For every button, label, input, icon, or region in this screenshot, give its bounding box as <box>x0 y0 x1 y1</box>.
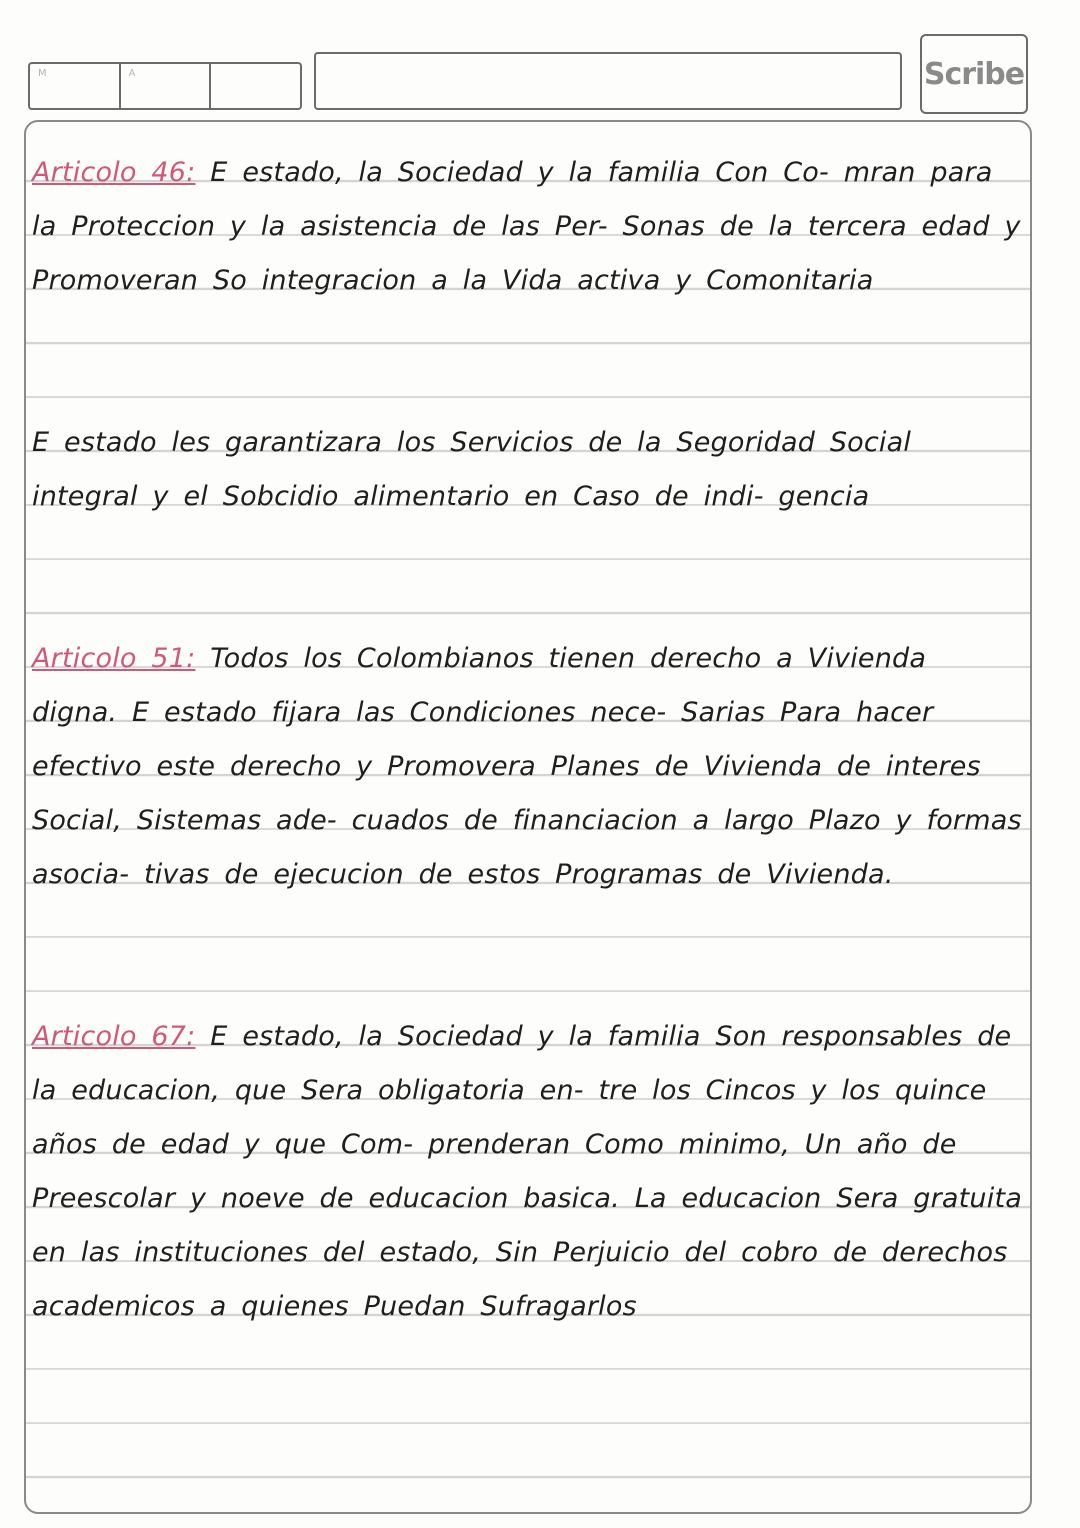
notebook-page <box>24 120 1032 1514</box>
brand-logo: Scribe <box>920 34 1028 114</box>
article-51 <box>32 632 1026 902</box>
article-67 <box>32 1010 1026 1334</box>
date-box <box>28 62 302 110</box>
article-46-continued <box>32 416 1026 524</box>
article-heading: Articolo 67: <box>32 1021 196 1052</box>
article-text: E estado, la Sociedad y la familia Son responsables de la educacion, que Sera obligatoria en- tre los Cincos y los quince años de edad y que Com- prenderan Como minimo, Un año de Preescolar y noeve de educacion basica. La educacion Sera gratuita en las instituciones del estado, Sin Perjuicio del cobro de derechos academicos a quienes Puedan Sufragarlos <box>32 1021 1022 1322</box>
date-cell-day: M <box>30 64 121 108</box>
title-box <box>314 52 902 110</box>
article-text: E estado les garantizara los Servicios de la Segoridad Social integral y el Sobcidio alimentario en Caso de indi- gencia <box>32 427 912 512</box>
date-cell-year <box>211 64 300 108</box>
date-cell-month: A <box>121 64 212 108</box>
article-text: Todos los Colombianos tienen derecho a Vivienda digna. E estado fijara las Condiciones nece- Sarias Para hacer efectivo este derecho y Promovera Planes de Vivienda de interes Social, Sistemas ade- cuados de financiacion a largo Plazo y formas asocia- tivas de ejecucion de estos Programas de Vivienda. <box>32 643 1022 890</box>
article-heading: Articolo 46: <box>32 157 196 188</box>
article-text: E estado, la Sociedad y la familia Con Co- mran para la Proteccion y la asistencia de las Per- Sonas de la tercera edad y Promoveran So integracion a la Vida activa y Comonitaria <box>32 157 1021 296</box>
article-46 <box>32 146 1026 308</box>
article-heading: Articolo 51: <box>32 643 196 674</box>
